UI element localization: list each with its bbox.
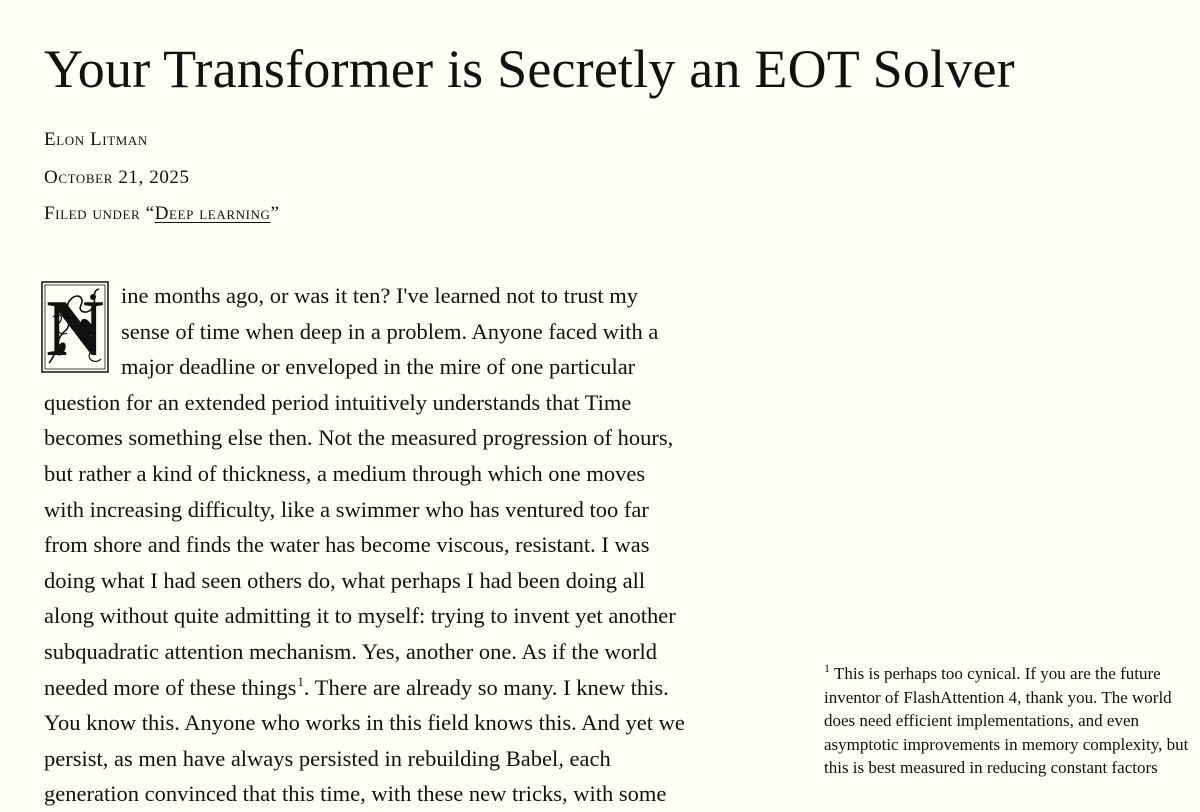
sidenote	[824, 662, 1194, 780]
article-line: with increasing difficulty, like a swimmer who has ventured too far	[44, 496, 649, 522]
article-line: persist, as men have always persisted in rebuilding Babel, each	[44, 745, 611, 771]
article-line: subquadratic attention mechanism. Yes, another one. As if the world	[44, 638, 658, 664]
article-line: generation convinced that this time, with these new tricks, with some	[44, 781, 667, 807]
sidenote-text: This is perhaps too cynical. If you are the future inventor of FlashAttention 4, thank you. The world does need efficient implementations, and even asymptotic improvements in memory complexity, but this is best measured in reducing constant factors	[824, 664, 1189, 778]
article-line: doing what I had seen others do, what perhaps I had been doing all	[44, 567, 646, 593]
article-line: becomes something else then. Not the measured progression of hours,	[44, 425, 674, 451]
dropcap-n-illustration	[41, 281, 109, 373]
article-body	[44, 278, 764, 812]
footnote-line-continuation: . There are already so many. I knew this.	[303, 674, 669, 700]
article-line: ine months ago, or was it ten? I've learned not to trust my	[121, 283, 639, 308]
article-line: from shore and finds the water has become viscous, resistant. I was	[44, 532, 650, 558]
article-line: sense of time when deep in a problem. Anyone faced with a	[121, 318, 659, 344]
article-line: along without quite admitting it to myself: trying to invent yet another	[44, 603, 676, 629]
post-category-line	[44, 203, 280, 225]
footnote-line-text: needed more of these things	[44, 674, 297, 700]
article-line: but rather a kind of thickness, a medium through which one moves	[44, 460, 646, 486]
article-line: You know this. Anyone who works in this field knows this. And yet we	[44, 710, 685, 736]
post-title: Your Transformer is Secretly an EOT Solver	[44, 39, 1015, 99]
dropcap-letter: N	[46, 285, 104, 373]
post-author: Elon Litman	[44, 129, 148, 150]
article-line-with-footnote	[44, 670, 764, 706]
category-link[interactable]: Deep learning	[154, 203, 271, 224]
article-line: question for an extended period intuitively understands that Time	[44, 389, 632, 415]
filed-under-label: Filed under “	[44, 203, 155, 224]
filed-under-close-quote: ”	[270, 203, 280, 224]
post-date: October 21, 2025	[44, 167, 190, 188]
article-line: major deadline or enveloped in the mire of one particular	[121, 354, 636, 380]
sidenote-marker: 1	[824, 661, 830, 675]
footnote-reference[interactable]: 1	[297, 673, 304, 689]
